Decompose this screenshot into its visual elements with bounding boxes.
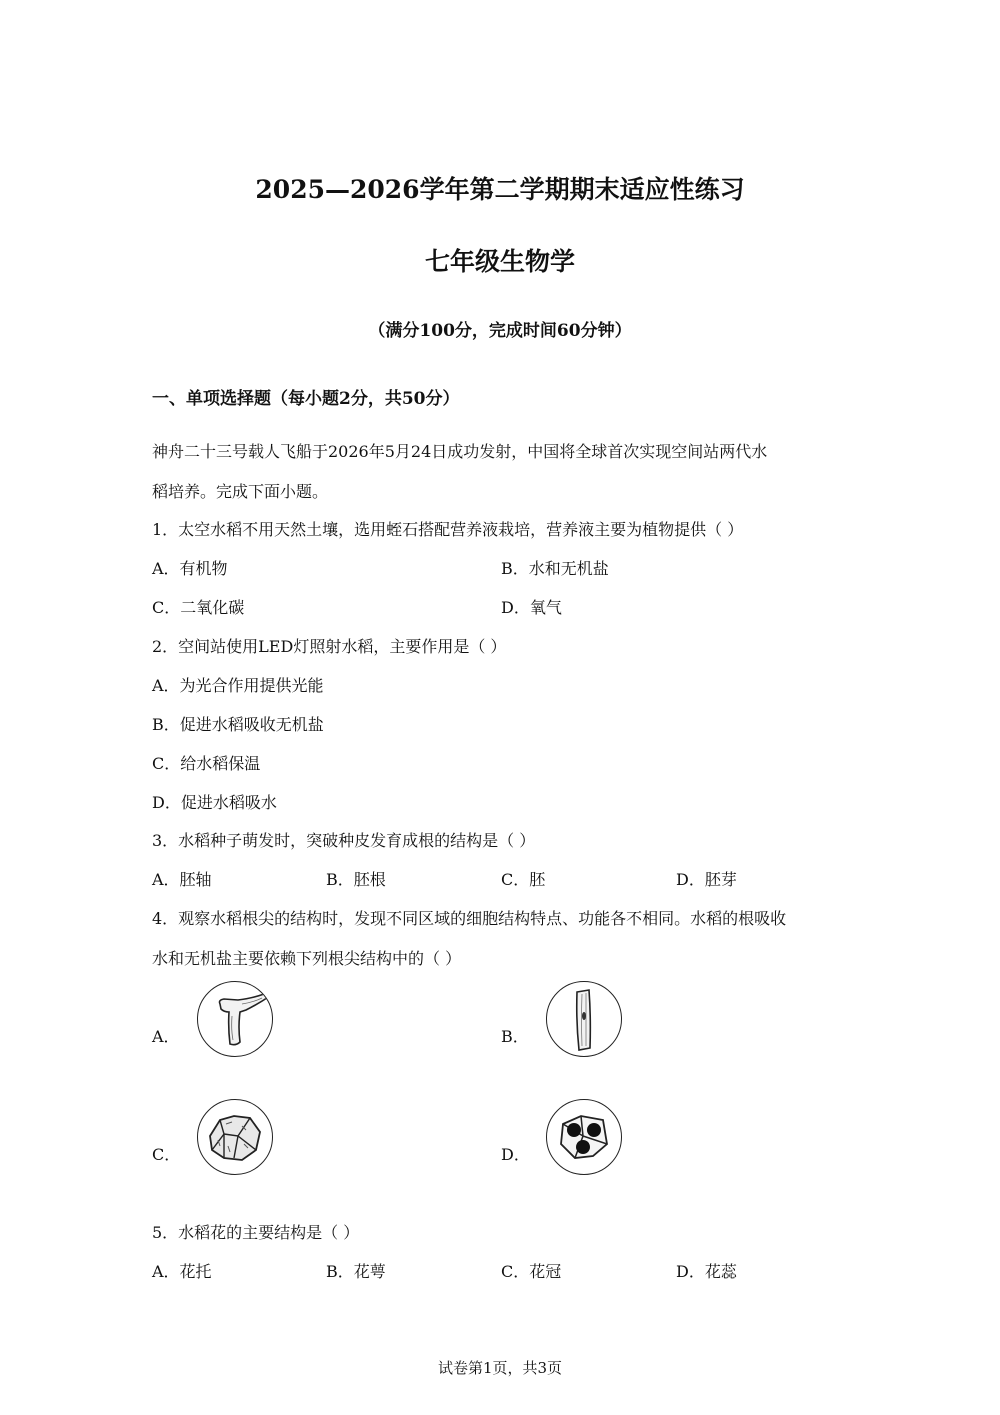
question-3-option-c: C．胚 xyxy=(501,870,546,889)
question-3-option-b: B．胚根 xyxy=(326,870,386,889)
page-footer: 试卷第1页，共3页 xyxy=(437,1359,563,1377)
meristem-cells-icon xyxy=(546,1099,622,1175)
question-5-option-d: D．花蕊 xyxy=(676,1262,737,1281)
question-2-option-d: D．促进水稻吸水 xyxy=(152,793,277,812)
question-3-option-d: D．胚芽 xyxy=(676,870,737,889)
question-5-option-b: B．花萼 xyxy=(326,1262,386,1281)
question-2-option-a: A．为光合作用提供光能 xyxy=(152,676,324,695)
question-1-option-c: C．二氧化碳 xyxy=(152,598,245,617)
question-4-option-c: C． xyxy=(152,1145,181,1164)
elongated-cell-icon xyxy=(546,981,622,1057)
question-4-stem-line1: 4．观察水稻根尖的结构时，发现不同区域的细胞结构特点、功能各不相同。水稻的根吸收 xyxy=(152,909,787,928)
question-5-stem: 5．水稻花的主要结构是（ ） xyxy=(152,1223,360,1242)
question-3-option-a: A．胚轴 xyxy=(152,870,212,889)
question-2-option-b: B．促进水稻吸收无机盐 xyxy=(152,715,324,734)
question-5-option-c: C．花冠 xyxy=(501,1262,562,1281)
root-hair-cell-icon xyxy=(197,981,273,1057)
question-4-stem-line2: 水和无机盐主要依赖下列根尖结构中的（ ） xyxy=(152,949,462,968)
question-4-option-d: D． xyxy=(501,1145,530,1164)
question-2-stem: 2．空间站使用LED灯照射水稻，主要作用是（ ） xyxy=(152,637,507,656)
question-3-stem: 3．水稻种子萌发时，突破种皮发育成根的结构是（ ） xyxy=(152,831,536,850)
question-1-option-b: B．水和无机盐 xyxy=(501,559,609,578)
exam-subject: 七年级生物学 xyxy=(424,247,575,276)
question-4-option-a: A． xyxy=(152,1027,180,1046)
question-1-stem: 1．太空水稻不用天然土壤，选用蛭石搭配营养液栽培，营养液主要为植物提供（ ） xyxy=(152,520,744,539)
question-4-option-b: B． xyxy=(501,1027,529,1046)
question-1-option-d: D．氧气 xyxy=(501,598,562,617)
question-1-option-a: A．有机物 xyxy=(152,559,228,578)
exam-info: （满分100分，完成时间60分钟） xyxy=(368,321,632,341)
question-2-option-c: C．给水稻保温 xyxy=(152,754,261,773)
question-5-option-a: A．花托 xyxy=(152,1262,212,1281)
cap-cells-icon xyxy=(197,1099,273,1175)
exam-title: 2025—2026学年第二学期期末适应性练习 xyxy=(255,175,745,204)
intro-text-line1: 神舟二十三号载人飞船于2026年5月24日成功发射，中国将全球首次实现空间站两代水 xyxy=(152,442,768,461)
section-heading: 一、单项选择题（每小题2分，共50分） xyxy=(152,389,460,409)
intro-text-line2: 稻培养。完成下面小题。 xyxy=(152,482,329,501)
